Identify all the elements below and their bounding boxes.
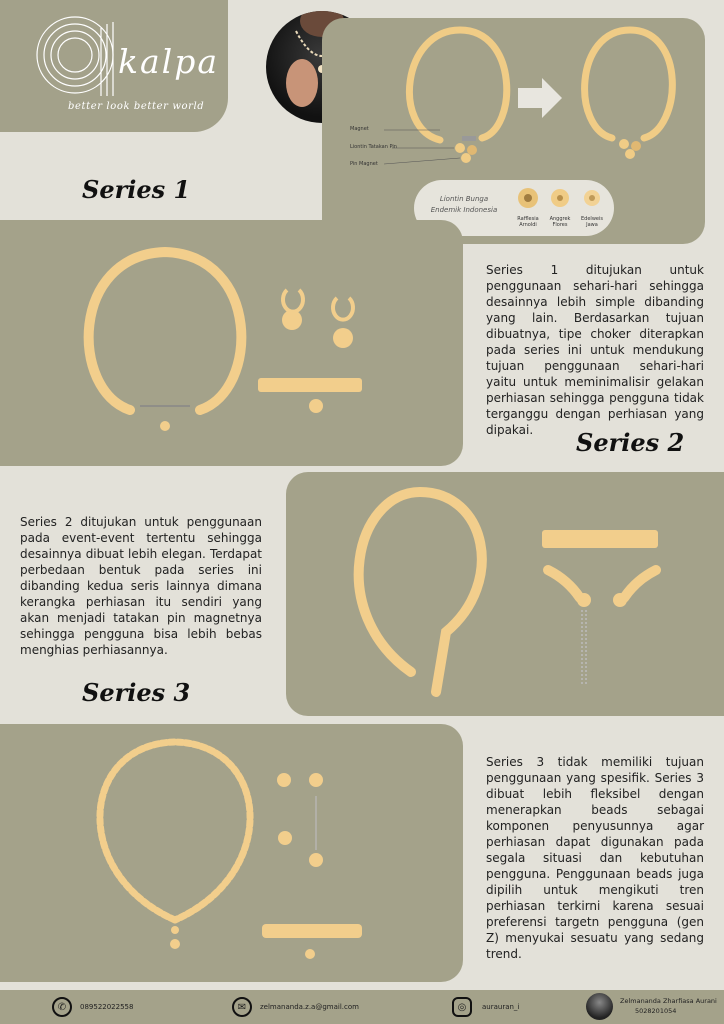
- label-magnet: Magnet: [350, 126, 369, 132]
- phone-number[interactable]: 089522022558: [80, 1003, 134, 1011]
- pendant-title: Liontin Bunga Endemik Indonesia: [430, 195, 498, 214]
- series-1-band: [0, 220, 463, 466]
- logo-rings-icon: [30, 10, 130, 100]
- series-3-jewelry: [0, 724, 463, 982]
- instagram-handle[interactable]: aurauran_i: [482, 1003, 520, 1011]
- choker-diagram: [322, 18, 705, 188]
- whatsapp-icon: ✆: [52, 997, 72, 1017]
- author-id: 5028201054: [635, 1007, 677, 1015]
- email-address[interactable]: zelmananda.z.a@gmail.com: [260, 1003, 359, 1011]
- brand-name: kalpa: [118, 42, 220, 81]
- flower-pendants-icon: [516, 186, 608, 212]
- series-3-title: Series 3: [82, 678, 191, 707]
- series-2-band: [286, 472, 724, 716]
- series-3-band: [0, 724, 463, 982]
- footer: [0, 990, 724, 1024]
- flower-1-label: Rafflesia Arnoldi: [517, 216, 539, 228]
- author-avatar: [586, 993, 613, 1020]
- label-liontin-pin: Liontin Tatakan Pin: [350, 144, 397, 150]
- label-pin-magnet: Pin Magnet: [350, 161, 378, 167]
- series-3-description: Series 3 tidak memiliki tujuan penggunaan yang spesifik. Series 3 dibuat lebih fleksibel dengan menerapkan beads sebagai komponen penyusunnya agar perhiasan dapat digunakan pada segala situasi dan kebutuhan pengguna. Penggunaan beads juga dipilih untuk mengikuti tren perhiasan terkirni karena sesuai preferensi targetn pengguna (gen Z) menyukai sesuatu yang sedang trend.: [486, 755, 704, 961]
- series-1-jewelry: [0, 220, 463, 466]
- logo-block: [0, 0, 228, 132]
- flower-2-label: Anggrek Flores: [549, 216, 571, 228]
- series-2-jewelry: [286, 472, 724, 716]
- author-name: Zelmananda Zharfiasa Aurani: [620, 997, 717, 1005]
- series-2-title: Series 2: [576, 428, 685, 457]
- series-2-description: Series 2 ditujukan untuk penggunaan pada event-event tertentu sehingga desainnya dibuat lebih elegan. Terdapat perbedaan bentuk pada series ini dibanding kedua seris lainnya dimana kerangka perhiasan itu sendiri yang akan menjadi tatakan pin magnetnya sehingga pengguna bisa lebih bebas menghias perhiasannya.: [20, 515, 262, 657]
- series-1-title: Series 1: [82, 175, 191, 204]
- series-1-description: Series 1 ditujukan untuk penggunaan sehari-hari sehingga desainnya lebih simple dibanding yang lain. Berdasarkan tujuan dibuatnya, tipe choker diterapkan pada series ini untuk mendukung tujuan penggunaan sehari-hari yaitu untuk meminimalisir gelakan perhiasan sehingga pengguna tidak terganggu dengan perhiasan yang dipakai.: [486, 263, 704, 437]
- instagram-icon: ◎: [452, 997, 472, 1017]
- flower-3-label: Edelweis Jawa: [581, 216, 603, 228]
- brand-tagline: better look better world: [68, 101, 205, 112]
- email-icon: ✉: [232, 997, 252, 1017]
